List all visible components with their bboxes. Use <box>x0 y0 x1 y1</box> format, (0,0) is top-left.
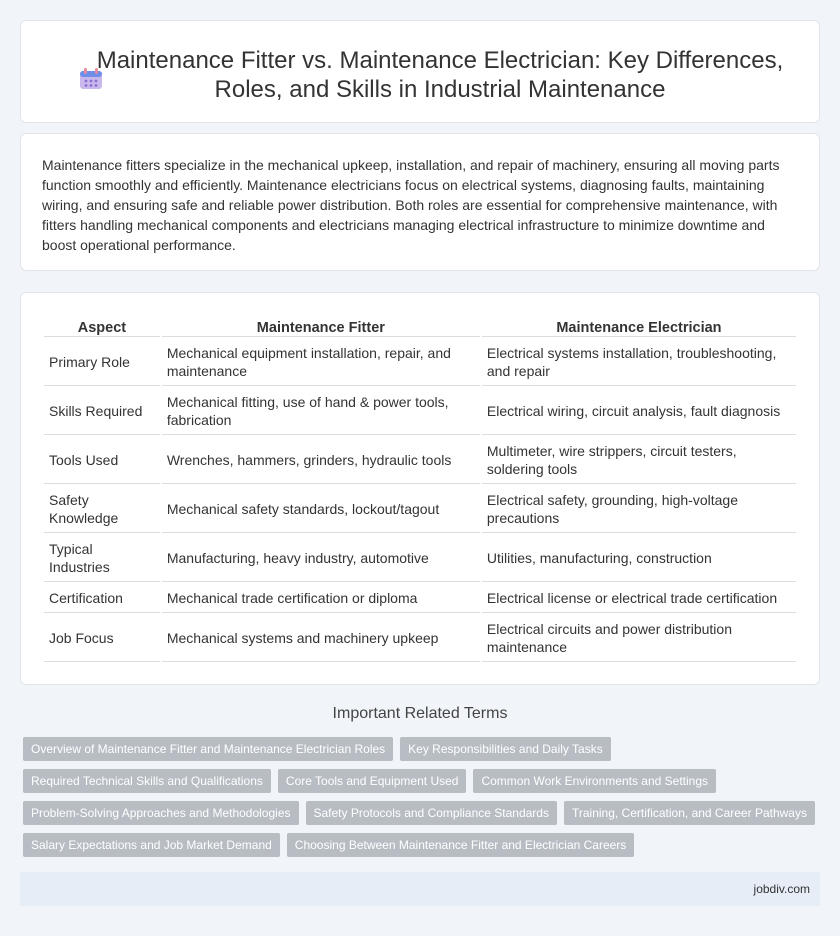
related-terms-title: Important Related Terms <box>332 705 508 722</box>
tag-row <box>23 769 823 793</box>
related-term-tag[interactable]: Choosing Between Maintenance Fitter and Electrician Careers <box>287 833 635 857</box>
table-row <box>44 437 796 484</box>
related-term-tag[interactable]: Key Responsibilities and Daily Tasks <box>400 737 611 761</box>
row-electrician: Electrical safety, grounding, high-voltage precautions <box>482 486 796 533</box>
row-electrician: Electrical systems installation, troubleshooting, and repair <box>482 339 796 386</box>
related-term-tag[interactable]: Common Work Environments and Settings <box>473 769 716 793</box>
row-aspect: Job Focus <box>44 615 160 662</box>
table-row <box>44 535 796 582</box>
row-electrician: Multimeter, wire strippers, circuit testers, soldering tools <box>482 437 796 484</box>
row-fitter: Mechanical systems and machinery upkeep <box>162 615 480 662</box>
related-term-tag[interactable]: Training, Certification, and Career Pathways <box>564 801 815 825</box>
footer-site-link[interactable]: jobdiv.com <box>753 882 810 896</box>
related-term-tag[interactable]: Core Tools and Equipment Used <box>278 769 467 793</box>
row-electrician: Electrical wiring, circuit analysis, fault diagnosis <box>482 388 796 435</box>
row-electrician: Electrical circuits and power distribution maintenance <box>482 615 796 662</box>
row-aspect: Skills Required <box>44 388 160 435</box>
row-aspect: Tools Used <box>44 437 160 484</box>
row-aspect: Safety Knowledge <box>44 486 160 533</box>
table-row <box>44 339 796 386</box>
row-aspect: Typical Industries <box>44 535 160 582</box>
footer <box>20 872 820 906</box>
row-fitter: Mechanical equipment installation, repair, and maintenance <box>162 339 480 386</box>
comparison-card <box>20 292 820 685</box>
header-fitter: Maintenance Fitter <box>162 315 480 337</box>
page-title: Maintenance Fitter vs. Maintenance Electrician: Key Differences, Roles, and Skills in Industrial Maintenance <box>96 47 784 103</box>
tag-row <box>23 801 823 825</box>
row-electrician: Utilities, manufacturing, construction <box>482 535 796 582</box>
title-card <box>20 20 820 123</box>
comparison-table <box>42 313 798 664</box>
related-term-tag[interactable]: Required Technical Skills and Qualifications <box>23 769 271 793</box>
row-fitter: Manufacturing, heavy industry, automotive <box>162 535 480 582</box>
intro-card <box>20 133 820 271</box>
header-electrician: Maintenance Electrician <box>482 315 796 337</box>
row-fitter: Wrenches, hammers, grinders, hydraulic tools <box>162 437 480 484</box>
row-aspect: Certification <box>44 584 160 613</box>
row-fitter: Mechanical safety standards, lockout/tagout <box>162 486 480 533</box>
tag-row <box>23 833 823 857</box>
related-term-tag[interactable]: Problem-Solving Approaches and Methodologies <box>23 801 299 825</box>
header-aspect: Aspect <box>44 315 160 337</box>
table-row <box>44 486 796 533</box>
related-term-tag[interactable]: Overview of Maintenance Fitter and Maintenance Electrician Roles <box>23 737 393 761</box>
table-row <box>44 584 796 613</box>
table-row <box>44 388 796 435</box>
table-row <box>44 615 796 662</box>
row-fitter: Mechanical fitting, use of hand & power tools, fabrication <box>162 388 480 435</box>
related-term-tag[interactable]: Salary Expectations and Job Market Demand <box>23 833 280 857</box>
row-electrician: Electrical license or electrical trade certification <box>482 584 796 613</box>
row-aspect: Primary Role <box>44 339 160 386</box>
intro-paragraph: Maintenance fitters specialize in the mechanical upkeep, installation, and repair of machinery, ensuring all moving parts function smoothly and efficiently. Maintenance electricians focus on electrical systems, diagnosing faults, maintaining wiring, and ensuring safe and reliable power distribution. Both roles are essential for comprehensive maintenance, with fitters handling mechanical components and electricians managing electrical infrastructure to minimize downtime and boost operational performance. <box>42 157 780 253</box>
tag-row <box>23 737 823 761</box>
related-terms-list <box>23 737 823 865</box>
related-term-tag[interactable]: Safety Protocols and Compliance Standards <box>306 801 557 825</box>
row-fitter: Mechanical trade certification or diploma <box>162 584 480 613</box>
